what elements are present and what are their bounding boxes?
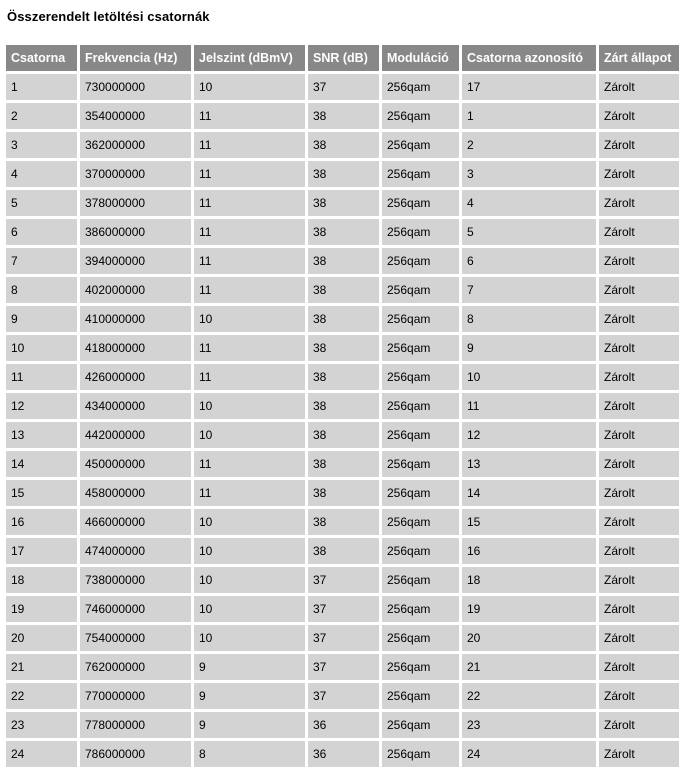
cell-channel: 7 <box>6 248 77 274</box>
cell-channel-id: 23 <box>462 712 596 738</box>
cell-channel-id: 11 <box>462 393 596 419</box>
cell-snr: 36 <box>308 741 379 767</box>
table-row <box>6 654 679 680</box>
cell-channel-id: 3 <box>462 161 596 187</box>
cell-frequency: 458000000 <box>80 480 191 506</box>
cell-power-level: 11 <box>194 248 305 274</box>
cell-channel: 17 <box>6 538 77 564</box>
cell-lock-status: Zárolt <box>599 393 679 419</box>
table-row <box>6 567 679 593</box>
table-row <box>6 335 679 361</box>
cell-lock-status: Zárolt <box>599 248 679 274</box>
cell-channel: 13 <box>6 422 77 448</box>
cell-channel: 19 <box>6 596 77 622</box>
cell-channel-id: 12 <box>462 422 596 448</box>
cell-lock-status: Zárolt <box>599 538 679 564</box>
cell-power-level: 11 <box>194 190 305 216</box>
cell-channel-id: 17 <box>462 74 596 100</box>
cell-frequency: 786000000 <box>80 741 191 767</box>
table-row <box>6 132 679 158</box>
table-row <box>6 219 679 245</box>
cell-channel-id: 5 <box>462 219 596 245</box>
cell-power-level: 10 <box>194 306 305 332</box>
column-header-modulation: Moduláció <box>382 45 459 71</box>
cell-channel: 2 <box>6 103 77 129</box>
cell-snr: 38 <box>308 190 379 216</box>
cell-channel: 6 <box>6 219 77 245</box>
cell-modulation: 256qam <box>382 306 459 332</box>
cell-frequency: 442000000 <box>80 422 191 448</box>
cell-frequency: 746000000 <box>80 596 191 622</box>
cell-snr: 38 <box>308 509 379 535</box>
cell-modulation: 256qam <box>382 103 459 129</box>
cell-snr: 38 <box>308 335 379 361</box>
cell-channel-id: 6 <box>462 248 596 274</box>
cell-modulation: 256qam <box>382 74 459 100</box>
cell-channel: 23 <box>6 712 77 738</box>
cell-snr: 37 <box>308 74 379 100</box>
table-row <box>6 74 679 100</box>
cell-channel-id: 9 <box>462 335 596 361</box>
cell-modulation: 256qam <box>382 509 459 535</box>
cell-power-level: 11 <box>194 335 305 361</box>
cell-power-level: 11 <box>194 219 305 245</box>
cell-power-level: 10 <box>194 625 305 651</box>
cell-channel-id: 24 <box>462 741 596 767</box>
cell-snr: 37 <box>308 654 379 680</box>
cell-power-level: 10 <box>194 567 305 593</box>
cell-snr: 38 <box>308 219 379 245</box>
cell-channel: 8 <box>6 277 77 303</box>
cell-channel: 10 <box>6 335 77 361</box>
table-row <box>6 480 679 506</box>
cell-power-level: 9 <box>194 654 305 680</box>
cell-lock-status: Zárolt <box>599 683 679 709</box>
cell-frequency: 434000000 <box>80 393 191 419</box>
cell-modulation: 256qam <box>382 277 459 303</box>
column-header-frequency: Frekvencia (Hz) <box>80 45 191 71</box>
table-body <box>6 74 679 767</box>
cell-frequency: 370000000 <box>80 161 191 187</box>
cell-modulation: 256qam <box>382 538 459 564</box>
cell-frequency: 762000000 <box>80 654 191 680</box>
cell-lock-status: Zárolt <box>599 306 679 332</box>
cell-channel: 9 <box>6 306 77 332</box>
cell-channel: 21 <box>6 654 77 680</box>
cell-frequency: 394000000 <box>80 248 191 274</box>
cell-snr: 38 <box>308 103 379 129</box>
cell-power-level: 11 <box>194 364 305 390</box>
cell-channel: 12 <box>6 393 77 419</box>
cell-channel: 22 <box>6 683 77 709</box>
cell-modulation: 256qam <box>382 161 459 187</box>
cell-power-level: 10 <box>194 509 305 535</box>
cell-lock-status: Zárolt <box>599 422 679 448</box>
cell-lock-status: Zárolt <box>599 335 679 361</box>
table-row <box>6 683 679 709</box>
cell-frequency: 738000000 <box>80 567 191 593</box>
cell-channel-id: 15 <box>462 509 596 535</box>
downstream-channels-table <box>3 42 682 770</box>
cell-lock-status: Zárolt <box>599 712 679 738</box>
cell-frequency: 754000000 <box>80 625 191 651</box>
table-row <box>6 248 679 274</box>
cell-power-level: 9 <box>194 683 305 709</box>
cell-channel-id: 21 <box>462 654 596 680</box>
cell-channel-id: 13 <box>462 451 596 477</box>
cell-lock-status: Zárolt <box>599 451 679 477</box>
cell-power-level: 10 <box>194 422 305 448</box>
cell-frequency: 466000000 <box>80 509 191 535</box>
table-row <box>6 625 679 651</box>
table-row <box>6 422 679 448</box>
cell-power-level: 11 <box>194 480 305 506</box>
cell-frequency: 450000000 <box>80 451 191 477</box>
cell-lock-status: Zárolt <box>599 132 679 158</box>
table-row <box>6 277 679 303</box>
cell-lock-status: Zárolt <box>599 103 679 129</box>
cell-frequency: 386000000 <box>80 219 191 245</box>
cell-lock-status: Zárolt <box>599 596 679 622</box>
cell-channel: 4 <box>6 161 77 187</box>
cell-channel-id: 8 <box>462 306 596 332</box>
table-row <box>6 161 679 187</box>
cell-modulation: 256qam <box>382 393 459 419</box>
cell-power-level: 9 <box>194 712 305 738</box>
cell-snr: 38 <box>308 393 379 419</box>
section-title: Összerendelt letöltési csatornák <box>7 9 210 24</box>
cell-frequency: 474000000 <box>80 538 191 564</box>
cell-power-level: 10 <box>194 393 305 419</box>
table-row <box>6 538 679 564</box>
cell-lock-status: Zárolt <box>599 509 679 535</box>
table-row <box>6 712 679 738</box>
cell-channel-id: 10 <box>462 364 596 390</box>
cell-channel-id: 7 <box>462 277 596 303</box>
cell-power-level: 11 <box>194 161 305 187</box>
cell-lock-status: Zárolt <box>599 219 679 245</box>
cell-modulation: 256qam <box>382 596 459 622</box>
cell-snr: 38 <box>308 538 379 564</box>
cell-lock-status: Zárolt <box>599 277 679 303</box>
cell-power-level: 10 <box>194 538 305 564</box>
cell-modulation: 256qam <box>382 683 459 709</box>
cell-snr: 38 <box>308 161 379 187</box>
cell-channel-id: 22 <box>462 683 596 709</box>
cell-snr: 37 <box>308 683 379 709</box>
cell-modulation: 256qam <box>382 712 459 738</box>
cell-channel: 15 <box>6 480 77 506</box>
cell-channel: 20 <box>6 625 77 651</box>
cell-modulation: 256qam <box>382 132 459 158</box>
cell-snr: 38 <box>308 132 379 158</box>
cell-power-level: 11 <box>194 277 305 303</box>
cell-channel-id: 1 <box>462 103 596 129</box>
table-row <box>6 364 679 390</box>
cell-channel-id: 20 <box>462 625 596 651</box>
cell-frequency: 770000000 <box>80 683 191 709</box>
cell-snr: 38 <box>308 248 379 274</box>
cell-modulation: 256qam <box>382 480 459 506</box>
cell-channel: 11 <box>6 364 77 390</box>
column-header-channel: Csatorna <box>6 45 77 71</box>
cell-channel-id: 16 <box>462 538 596 564</box>
cell-channel-id: 4 <box>462 190 596 216</box>
cell-lock-status: Zárolt <box>599 480 679 506</box>
cell-frequency: 378000000 <box>80 190 191 216</box>
cell-power-level: 8 <box>194 741 305 767</box>
cell-snr: 37 <box>308 567 379 593</box>
cell-modulation: 256qam <box>382 567 459 593</box>
column-header-channel-id: Csatorna azonosító <box>462 45 596 71</box>
cell-power-level: 10 <box>194 74 305 100</box>
table-row <box>6 451 679 477</box>
cell-snr: 38 <box>308 480 379 506</box>
cell-lock-status: Zárolt <box>599 161 679 187</box>
cell-modulation: 256qam <box>382 190 459 216</box>
cell-channel-id: 2 <box>462 132 596 158</box>
cell-frequency: 778000000 <box>80 712 191 738</box>
cell-channel: 24 <box>6 741 77 767</box>
cell-modulation: 256qam <box>382 654 459 680</box>
cell-snr: 38 <box>308 422 379 448</box>
cell-frequency: 362000000 <box>80 132 191 158</box>
cell-channel: 14 <box>6 451 77 477</box>
cell-channel-id: 14 <box>462 480 596 506</box>
cell-modulation: 256qam <box>382 741 459 767</box>
cell-power-level: 10 <box>194 596 305 622</box>
table-row <box>6 509 679 535</box>
cell-modulation: 256qam <box>382 625 459 651</box>
cell-snr: 38 <box>308 364 379 390</box>
cell-modulation: 256qam <box>382 335 459 361</box>
cell-snr: 37 <box>308 596 379 622</box>
cell-modulation: 256qam <box>382 364 459 390</box>
cell-frequency: 402000000 <box>80 277 191 303</box>
cell-power-level: 11 <box>194 103 305 129</box>
table-row <box>6 306 679 332</box>
cell-frequency: 410000000 <box>80 306 191 332</box>
cell-snr: 37 <box>308 625 379 651</box>
table-row <box>6 741 679 767</box>
cell-snr: 38 <box>308 451 379 477</box>
cell-power-level: 11 <box>194 451 305 477</box>
cell-channel-id: 19 <box>462 596 596 622</box>
cell-channel-id: 18 <box>462 567 596 593</box>
cell-lock-status: Zárolt <box>599 625 679 651</box>
table-row <box>6 103 679 129</box>
table-row <box>6 190 679 216</box>
column-header-lock-status: Zárt állapot <box>599 45 679 71</box>
cell-frequency: 730000000 <box>80 74 191 100</box>
cell-power-level: 11 <box>194 132 305 158</box>
table-row <box>6 393 679 419</box>
cell-channel: 5 <box>6 190 77 216</box>
cell-channel: 1 <box>6 74 77 100</box>
cell-channel: 16 <box>6 509 77 535</box>
cell-channel: 3 <box>6 132 77 158</box>
cell-lock-status: Zárolt <box>599 190 679 216</box>
cell-modulation: 256qam <box>382 248 459 274</box>
cell-frequency: 354000000 <box>80 103 191 129</box>
cell-lock-status: Zárolt <box>599 364 679 390</box>
cell-snr: 36 <box>308 712 379 738</box>
cell-lock-status: Zárolt <box>599 654 679 680</box>
cell-channel: 18 <box>6 567 77 593</box>
cell-snr: 38 <box>308 277 379 303</box>
cell-frequency: 418000000 <box>80 335 191 361</box>
table-row <box>6 596 679 622</box>
cell-modulation: 256qam <box>382 219 459 245</box>
cell-lock-status: Zárolt <box>599 741 679 767</box>
cell-modulation: 256qam <box>382 422 459 448</box>
cell-frequency: 426000000 <box>80 364 191 390</box>
column-header-snr: SNR (dB) <box>308 45 379 71</box>
column-header-power-level: Jelszint (dBmV) <box>194 45 305 71</box>
cell-lock-status: Zárolt <box>599 74 679 100</box>
cell-lock-status: Zárolt <box>599 567 679 593</box>
table-header-row <box>6 45 679 71</box>
cell-modulation: 256qam <box>382 451 459 477</box>
cell-snr: 38 <box>308 306 379 332</box>
